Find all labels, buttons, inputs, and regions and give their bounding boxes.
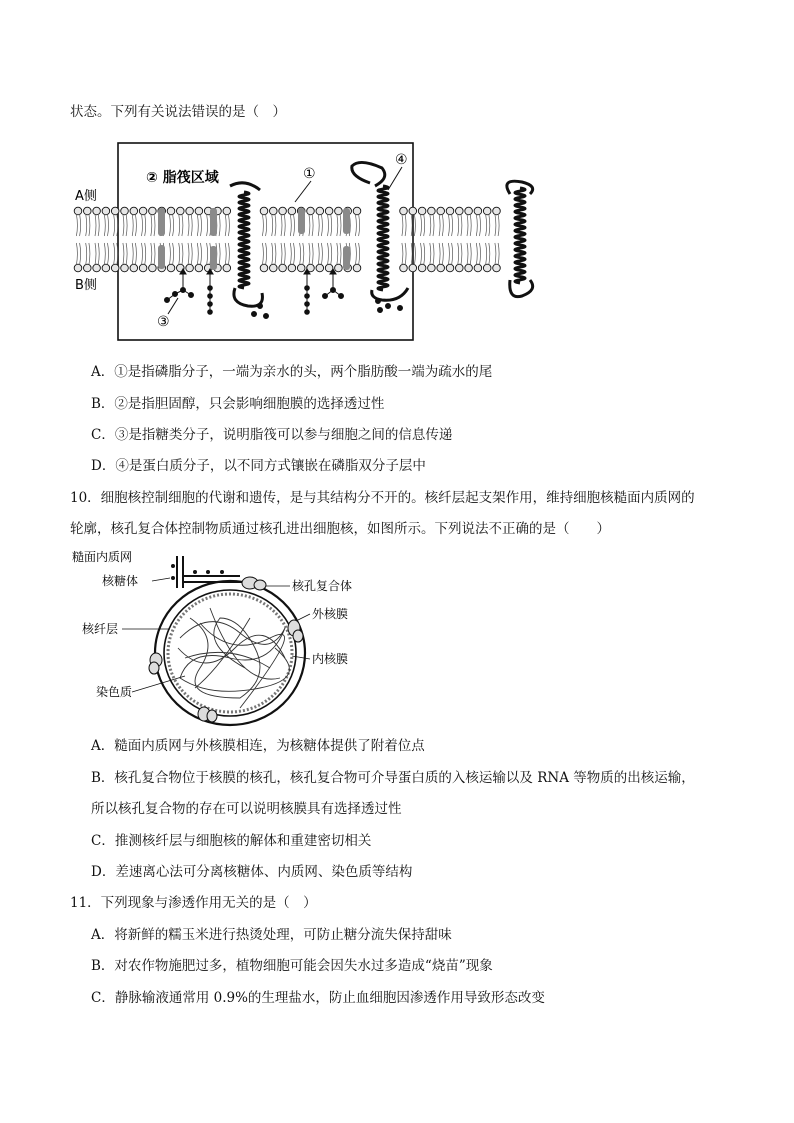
q10-option-c: C．推测核纤层与细胞核的解体和重建密切相关 [91, 833, 372, 849]
q11-option-a: A．将新鲜的糯玉米进行热烫处理，可防止糖分流失保持甜味 [91, 927, 452, 943]
side-b-label: B侧 [75, 278, 97, 293]
q10-stem-line1: 10．细胞核控制细胞的代谢和遗传，是与其结构分不开的。核纤层起支架作用，维持细胞核糙面内质网的 [70, 490, 695, 506]
label-ribosome: 核糖体 [102, 574, 139, 588]
q9-option-a: A．①是指磷脂分子，一端为亲水的头，两个脂肪酸一端为疏水的尾 [91, 364, 493, 380]
q9-option-b: B．②是指胆固醇，只会影响细胞膜的选择透过性 [91, 396, 385, 412]
q10-option-b-continued: 所以核孔复合物的存在可以说明核膜具有选择透过性 [91, 801, 402, 817]
chromatin [178, 608, 289, 708]
side-a-label: A侧 [75, 189, 97, 204]
q11-option-b: B．对农作物施肥过多，植物细胞可能会因失水过多造成“烧苗”现象 [91, 958, 493, 974]
phospholipid-heads-bottom [74, 264, 500, 272]
label-1: ① [303, 166, 316, 182]
q9-option-c: C．③是指糖类分子，说明脂筏可以参与细胞之间的信息传递 [91, 427, 453, 443]
label-outer-membrane: 外核膜 [312, 607, 349, 621]
sugar-chains [165, 269, 403, 319]
q10-option-b: B．核孔复合物位于核膜的核孔，核孔复合物可介导蛋白质的入核运输以及 RNA 等物质的出核运输， [91, 770, 695, 786]
label-pore-complex: 核孔复合体 [292, 579, 353, 593]
transmembrane-protein-right [507, 181, 533, 296]
q10-option-d: D．差速离心法可分离核糖体、内质网、染色质等结构 [91, 864, 413, 880]
q10-option-a: A．糙面内质网与外核膜相连，为核糖体提供了附着位点 [91, 738, 425, 754]
label-chromatin: 染色质 [96, 685, 133, 699]
label-inner-membrane: 内核膜 [312, 652, 349, 666]
ribosomes [171, 564, 224, 580]
q11-option-c: C．静脉输液通常用 0.9%的生理盐水，防止血细胞因渗透作用导致形态改变 [91, 990, 545, 1006]
phospholipid-heads-top [74, 207, 500, 215]
q11-stem: 11．下列现象与渗透作用无关的是（ ） [70, 895, 317, 911]
cholesterol-molecules [158, 208, 350, 270]
q9-stem-tail: 状态。下列有关说法错误的是（ ） [70, 104, 286, 120]
label-3: ③ [157, 314, 170, 330]
transmembrane-protein-4 [352, 162, 408, 300]
lipid-raft-membrane-figure [70, 138, 550, 348]
transmembrane-protein-1 [230, 183, 262, 306]
nucleus-structure-figure [70, 548, 390, 733]
q10-stem-line2: 轮廓，核孔复合体控制物质通过核孔进出细胞核，如图所示。下列说法不正确的是（ ） [70, 521, 610, 537]
label-2-lipid-raft: ② 脂筏区域 [146, 170, 219, 186]
phospholipid-tails [76, 214, 499, 265]
label-rough-er: 糙面内质网 [72, 550, 133, 564]
label-nuclear-lamina: 核纤层 [82, 622, 119, 636]
label-4: ④ [395, 152, 408, 168]
q9-option-d: D．④是蛋白质分子，以不同方式镶嵌在磷脂双分子层中 [91, 458, 426, 474]
